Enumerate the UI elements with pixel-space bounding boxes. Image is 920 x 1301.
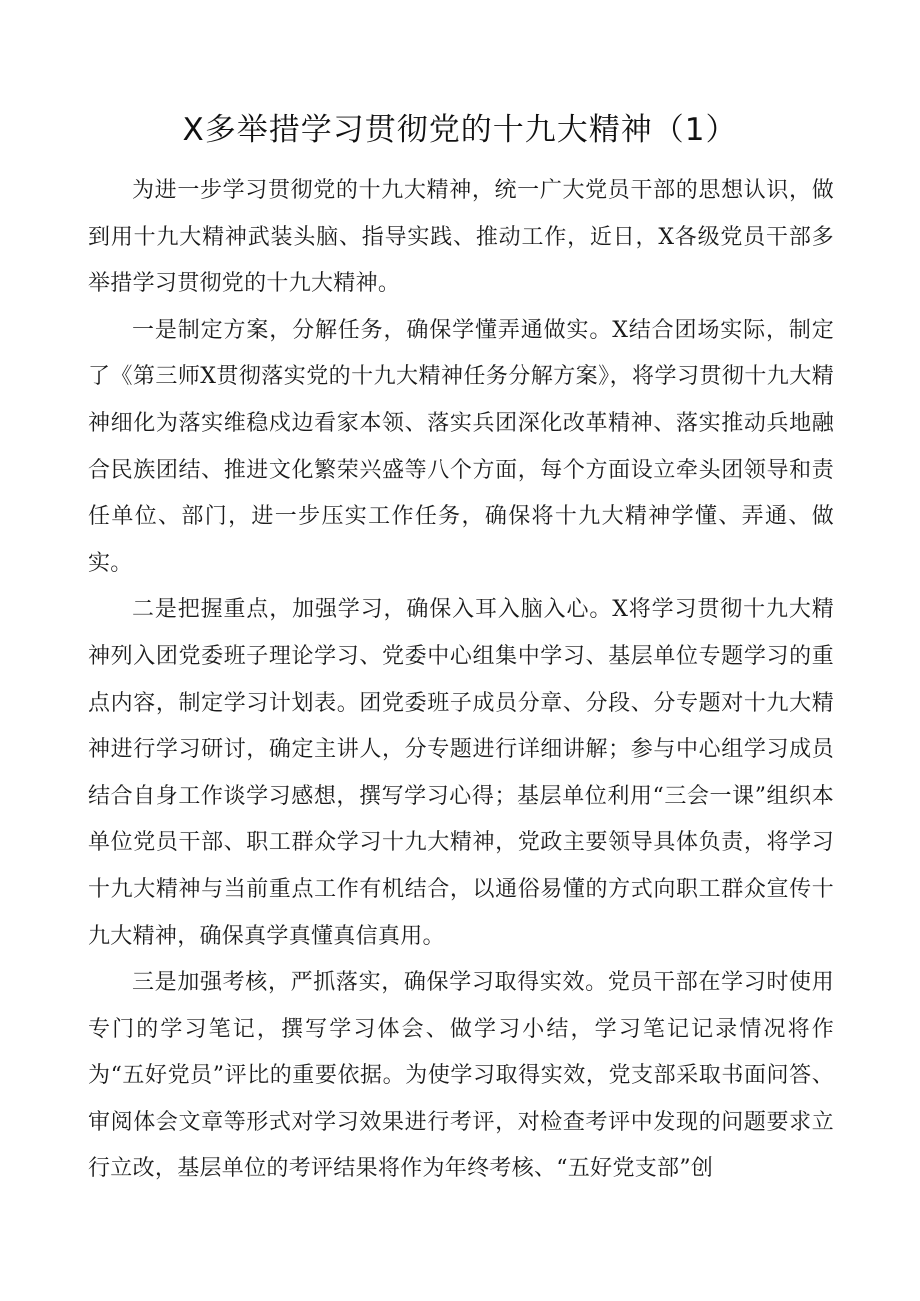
paragraph-intro: 为进一步学习贯彻党的十九大精神，统一广大党员干部的思想认识，做到用十九大精神武装头脑、指导实践、推动工作，近日，X各级党员干部多举措学习贯彻党的十九大精神。 xyxy=(88,178,834,297)
paragraph-point-2: 二是把握重点，加强学习，确保入耳入脑入心。X将学习贯彻十九大精神列入团党委班子理论学习、党委中心组集中学习、基层单位专题学习的重点内容，制定学习计划表。团党委班子成员分章、分段、分专题对十九大精神进行学习研讨，确定主讲人，分专题进行详细讲解；参与中心组学习成员结合自身工作谈学习感想，撰写学习心得；基层单位利用“三会一课”组织本单位党员干部、职工群众学习十九大精神，党政主要领导具体负责，将学习十九大精神与当前重点工作有机结合，以通俗易懂的方式向职工群众宣传十九大精神，确保真学真懂真信真用。 xyxy=(88,597,834,949)
document-title: X多举措学习贯彻党的十九大精神（1） xyxy=(182,112,738,148)
document-body xyxy=(88,168,834,1193)
paragraph-point-1: 一是制定方案，分解任务，确保学懂弄通做实。X结合团场实际，制定了《第三师X贯彻落实党的十九大精神任务分解方案》，将学习贯彻十九大精神细化为落实维稳戍边看家本领、落实兵团深化改革精神、落实推动兵地融合民族团结、推进文化繁荣兴盛等八个方面，每个方面设立牵头团领导和责任单位、部门，进一步压实工作任务，确保将十九大精神学懂、弄通、做实。 xyxy=(88,317,834,576)
paragraph-point-3: 三是加强考核，严抓落实，确保学习取得实效。党员干部在学习时使用专门的学习笔记，撰写学习体会、做学习小结，学习笔记记录情况将作为“五好党员”评比的重要依据。为使学习取得实效，党支部采取书面问答、审阅体会文章等形式对学习效果进行考评，对检查考评中发现的问题要求立行立改，基层单位的考评结果将作为年终考核、“五好党支部”创 xyxy=(88,970,834,1182)
